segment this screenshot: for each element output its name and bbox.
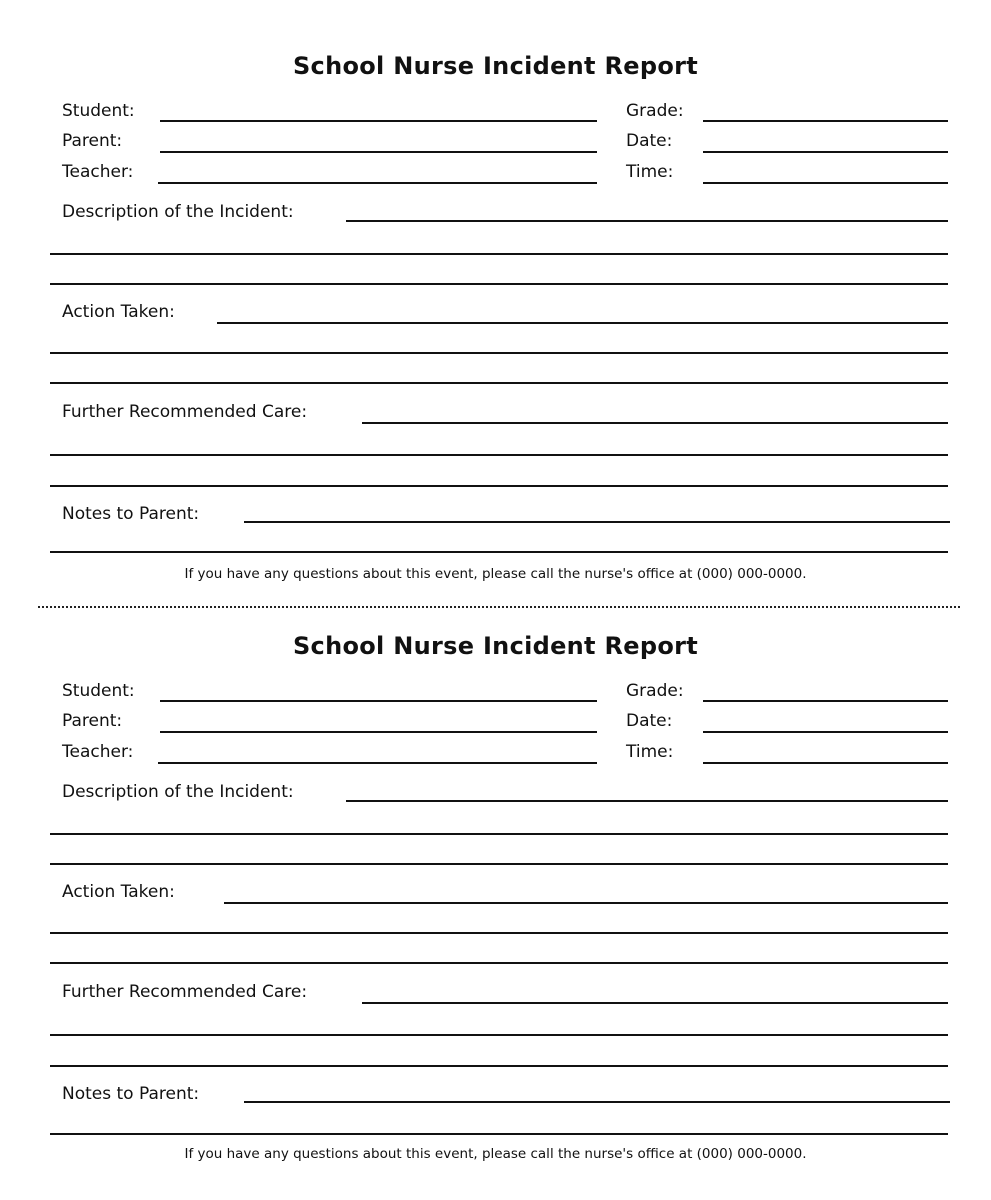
parent-field[interactable] — [160, 151, 597, 153]
recommended-care-field[interactable] — [362, 422, 948, 424]
recommended-care-line-2[interactable] — [50, 454, 948, 456]
action-taken-line-2[interactable] — [50, 352, 948, 354]
contact-note: If you have any questions about this event, please call the nurse's office at (000) 000-0000. — [184, 566, 807, 582]
description-line-3[interactable] — [50, 283, 948, 285]
time-label: Time: — [626, 742, 674, 762]
action-taken-line-2[interactable] — [50, 932, 948, 934]
date-label: Date: — [626, 711, 673, 731]
notes-to-parent-field[interactable] — [244, 1101, 950, 1103]
notes-to-parent-line-2[interactable] — [50, 1133, 948, 1135]
parent-field[interactable] — [160, 731, 597, 733]
teacher-label: Teacher: — [62, 742, 134, 762]
recommended-care-line-2[interactable] — [50, 1034, 948, 1036]
grade-label: Grade: — [626, 101, 684, 121]
description-label: Description of the Incident: — [62, 202, 294, 222]
notes-to-parent-label: Notes to Parent: — [62, 504, 200, 524]
action-taken-line-3[interactable] — [50, 962, 948, 964]
recommended-care-field[interactable] — [362, 1002, 948, 1004]
teacher-field[interactable] — [158, 762, 597, 764]
time-label: Time: — [626, 162, 674, 182]
date-field[interactable] — [703, 151, 948, 153]
contact-note: If you have any questions about this event, please call the nurse's office at (000) 000-0000. — [184, 1146, 807, 1162]
description-field[interactable] — [346, 800, 948, 802]
teacher-label: Teacher: — [62, 162, 134, 182]
date-field[interactable] — [703, 731, 948, 733]
parent-label: Parent: — [62, 131, 123, 151]
time-field[interactable] — [703, 762, 948, 764]
report-title: School Nurse Incident Report — [292, 632, 699, 660]
action-taken-line-3[interactable] — [50, 382, 948, 384]
parent-label: Parent: — [62, 711, 123, 731]
notes-to-parent-line-2[interactable] — [50, 551, 948, 553]
recommended-care-label: Further Recommended Care: — [62, 982, 308, 1002]
student-label: Student: — [62, 681, 135, 701]
description-label: Description of the Incident: — [62, 782, 294, 802]
incident-report-form-bottom — [0, 580, 991, 1160]
student-field[interactable] — [160, 120, 597, 122]
action-taken-label: Action Taken: — [62, 302, 175, 322]
notes-to-parent-label: Notes to Parent: — [62, 1084, 200, 1104]
description-line-3[interactable] — [50, 863, 948, 865]
description-field[interactable] — [346, 220, 948, 222]
teacher-field[interactable] — [158, 182, 597, 184]
description-line-2[interactable] — [50, 833, 948, 835]
action-taken-field[interactable] — [217, 322, 948, 324]
notes-to-parent-field[interactable] — [244, 521, 950, 523]
description-line-2[interactable] — [50, 253, 948, 255]
date-label: Date: — [626, 131, 673, 151]
student-label: Student: — [62, 101, 135, 121]
recommended-care-line-3[interactable] — [50, 1065, 948, 1067]
recommended-care-label: Further Recommended Care: — [62, 402, 308, 422]
grade-field[interactable] — [703, 120, 948, 122]
action-taken-label: Action Taken: — [62, 882, 175, 902]
action-taken-field[interactable] — [224, 902, 948, 904]
grade-label: Grade: — [626, 681, 684, 701]
report-title: School Nurse Incident Report — [292, 52, 699, 80]
recommended-care-line-3[interactable] — [50, 485, 948, 487]
grade-field[interactable] — [703, 700, 948, 702]
time-field[interactable] — [703, 182, 948, 184]
incident-report-form-top — [0, 0, 991, 580]
student-field[interactable] — [160, 700, 597, 702]
